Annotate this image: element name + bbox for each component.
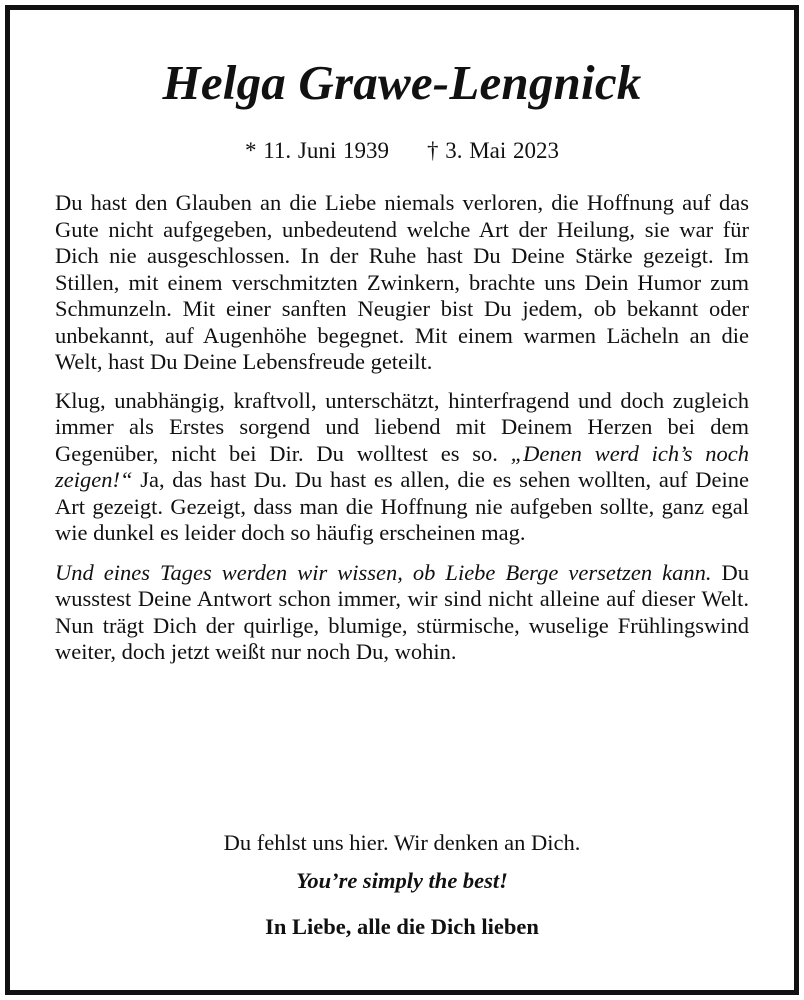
paragraph-2-end: Ja, das hast Du. Du hast es allen, die es sehen wollten, auf Deine Art gezeigt. Gezeigt, dass man die Hoffnung nie aufgeben sollte, ganz egal wie dunkel es leider doch so häufig erscheinen mag. [55, 467, 749, 545]
motto: You’re simply the best! [296, 868, 508, 893]
paragraph-3 [55, 560, 749, 666]
deceased-name: Helga Grawe-Lengnick [162, 55, 642, 110]
paragraph-2 [55, 388, 749, 547]
life-dates [55, 139, 749, 162]
paragraph-2-start: Klug, unabhängig, kraftvoll, unterschätzt, hinterfragend und doch zugleich immer als Erstes sorgend und liebend mit Deinem Herzen bei dem Gegenüber, nicht bei Dir. Du wolltest es so. [55, 387, 749, 466]
death-date: † 3. Mai 2023 [426, 138, 560, 163]
paragraph-3-italic: Und eines Tages werden wir wissen, ob Liebe Berge versetzen kann. [55, 559, 712, 585]
paragraph-1: Du hast den Glauben an die Liebe niemals verloren, die Hoffnung auf das Gute nicht aufgegeben, unbedeutend welche Art der Heilung, sie war für Dich nie ausgeschlossen. In der Ruhe hast Du Deine Stärke gezeigt. Im Stillen, mit einem verschmitzten Zwinkern, brachte uns Dein Humor zum Schmunzeln. Mit einer sanften Neugier bist Du jedem, ob bekannt oder unbekannt, auf Augenhöhe begegnet. Mit einem warmen Lächeln an die Welt, hast Du Deine Lebensfreude geteilt. [55, 190, 749, 374]
notice-text [55, 190, 749, 678]
paragraph-3-end: Du wusstest Deine Antwort schon immer, wir sind nicht alleine auf dieser Welt. Nun trägt Dich der quirlige, blumige, stürmische, wuselige Frühlingswind weiter, doch jetzt weißt nur noch Du, wohin. [55, 559, 750, 664]
notice-frame [5, 5, 799, 995]
signature: In Liebe, alle die Dich lieben [265, 914, 539, 939]
paragraph-2-quote: „Denen werd ich’s noch zeigen!“ [55, 440, 749, 492]
birth-date: * 11. Juni 1939 [244, 138, 389, 163]
closing-line: Du fehlst uns hier. Wir denken an Dich. [223, 830, 581, 855]
